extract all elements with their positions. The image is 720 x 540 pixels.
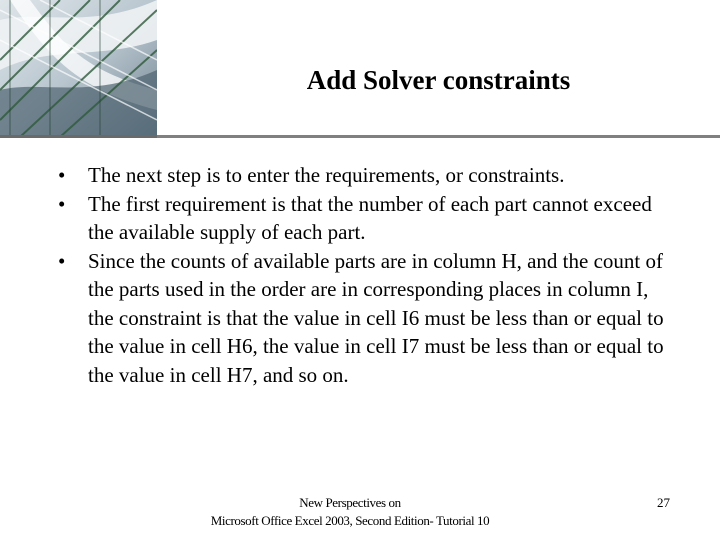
bullet-symbol: •	[58, 248, 66, 273]
bullet-text: Since the counts of available parts are in column H, and the count of the parts used in the order are in corresponding places in column I, the constraint is that the value in cell I6 must be less than or equal to the value in cell H6, the value in cell I7 must be less than or equal to the value in cell H7, and so on.	[88, 248, 664, 387]
bullet-text: The first requirement is that the number of each part cannot exceed the available supply of each part.	[88, 191, 652, 244]
bullet-item	[58, 190, 678, 247]
bullet-item	[58, 247, 678, 390]
bullet-item	[58, 161, 678, 190]
slide-footer	[190, 494, 510, 530]
bullet-symbol: •	[58, 163, 66, 187]
bullet-symbol: •	[58, 191, 66, 216]
bullet-text: The next step is to enter the requirements, or constraints.	[88, 163, 565, 187]
header-divider	[157, 135, 720, 138]
header-photo	[0, 0, 157, 137]
photo-divider	[0, 135, 157, 138]
bullet-list	[58, 161, 678, 389]
slide-title: Add Solver constraints	[306, 65, 571, 95]
footer-line-1: New Perspectives on	[299, 495, 401, 510]
footer-line-2: Microsoft Office Excel 2003, Second Edition- Tutorial 10	[210, 513, 490, 528]
page-number: 27	[657, 495, 670, 510]
